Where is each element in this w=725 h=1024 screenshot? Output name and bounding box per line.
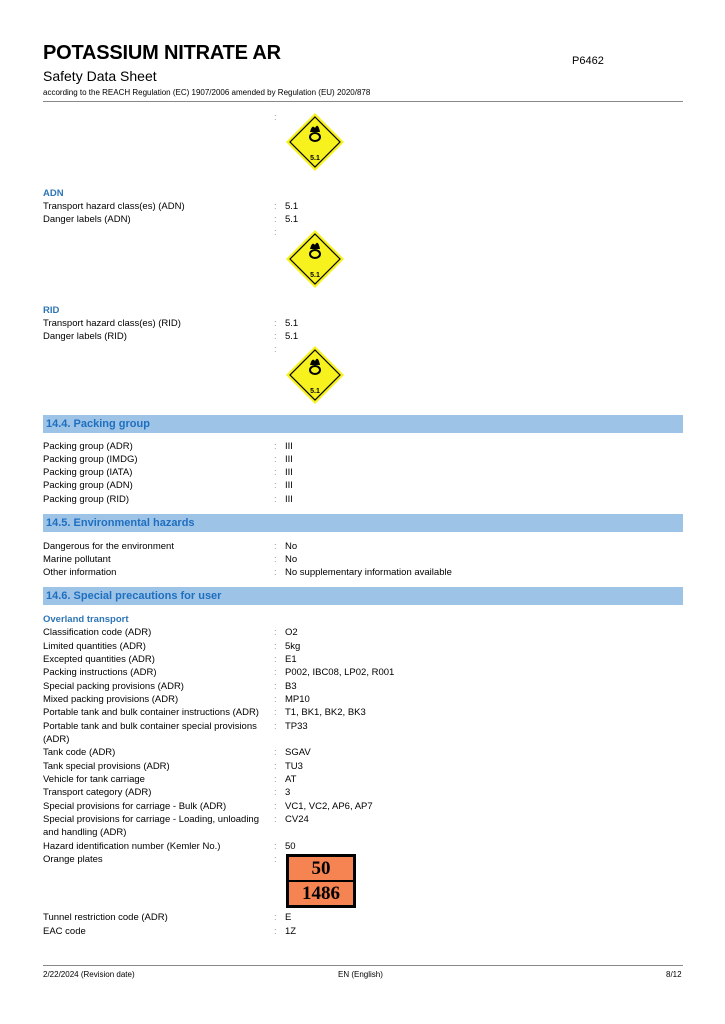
row-label: Vehicle for tank carriage — [43, 774, 145, 785]
row-value: 5.1 — [285, 214, 299, 225]
row-value: III — [285, 467, 293, 478]
oxidizer-hazard-label-icon — [285, 345, 345, 405]
colon: : — [274, 761, 277, 772]
row-value: III — [285, 454, 293, 465]
colon: : — [274, 567, 277, 578]
header-divider — [43, 101, 683, 102]
row-label: EAC code — [43, 926, 86, 937]
row-label: Danger labels (ADN) — [43, 214, 131, 225]
overland-transport-heading: Overland transport — [43, 614, 129, 625]
row-label: Mixed packing provisions (ADR) — [43, 694, 179, 705]
orange-plate-hazard-number: 50 — [289, 857, 353, 880]
section-heading: 14.6. Special precautions for user — [46, 590, 222, 602]
row-value: III — [285, 480, 293, 491]
section-band-environmental-hazards — [43, 514, 683, 532]
footer-divider — [43, 965, 683, 966]
row-label: Orange plates — [43, 854, 103, 865]
row-value: E — [285, 912, 292, 923]
revision-date: 2/22/2024 (Revision date) — [43, 970, 135, 979]
row-label: Transport hazard class(es) (ADN) — [43, 201, 185, 212]
row-value: No — [285, 554, 298, 565]
row-value: No — [285, 541, 298, 552]
colon: : — [274, 747, 277, 758]
row-value: VC1, VC2, AP6, AP7 — [285, 801, 373, 812]
row-value: P002, IBC08, LP02, R001 — [285, 667, 395, 678]
colon: : — [274, 707, 277, 718]
row-value: No supplementary information available — [285, 567, 452, 578]
regulation-note: according to the REACH Regulation (EC) 1907/2006 amended by Regulation (EU) 2020/878 — [43, 88, 371, 97]
row-value: O2 — [285, 627, 298, 638]
section-band-special-precautions — [43, 587, 683, 605]
row-value: E1 — [285, 654, 297, 665]
colon: : — [274, 694, 277, 705]
row-value: SGAV — [285, 747, 311, 758]
row-label: Marine pollutant — [43, 554, 111, 565]
row-value: 5.1 — [285, 331, 299, 342]
colon: : — [274, 681, 277, 692]
row-label: Limited quantities (ADR) — [43, 641, 146, 652]
row-label: Danger labels (RID) — [43, 331, 127, 342]
row-label: Tunnel restriction code (ADR) — [43, 912, 168, 923]
colon: : — [274, 494, 277, 505]
row-label: Packing group (ADR) — [43, 441, 133, 452]
row-label: Packing group (IATA) — [43, 467, 133, 478]
colon: : — [274, 454, 277, 465]
row-label: Classification code (ADR) — [43, 627, 152, 638]
row-label: Special provisions for carriage - Bulk (ADR) — [43, 801, 227, 812]
row-label: Special provisions for carriage - Loading, unloading and handling (ADR) — [43, 814, 259, 838]
colon: : — [274, 344, 277, 355]
document-title: POTASSIUM NITRATE AR — [43, 42, 281, 64]
row-value: 5kg — [285, 641, 301, 652]
row-value: AT — [285, 774, 297, 785]
row-label: Portable tank and bulk container special provisions (ADR) — [43, 721, 257, 745]
row-label: Transport hazard class(es) (RID) — [43, 318, 181, 329]
row-value: TP33 — [285, 721, 308, 732]
row-value: T1, BK1, BK2, BK3 — [285, 707, 366, 718]
row-label: Packing instructions (ADR) — [43, 667, 157, 678]
colon: : — [274, 912, 277, 923]
row-label: Special packing provisions (ADR) — [43, 681, 184, 692]
product-code: P6462 — [572, 55, 604, 67]
row-value: III — [285, 494, 293, 505]
colon: : — [274, 554, 277, 565]
colon: : — [274, 541, 277, 552]
row-label: Other information — [43, 567, 117, 578]
page-number: 8/12 — [666, 970, 682, 979]
colon: : — [274, 214, 277, 225]
label-number: 5.1 — [310, 155, 320, 162]
colon: : — [274, 667, 277, 678]
row-label: Packing group (RID) — [43, 494, 130, 505]
section-heading: 14.5. Environmental hazards — [46, 517, 195, 529]
colon: : — [274, 641, 277, 652]
colon: : — [274, 480, 277, 491]
row-value: CV24 — [285, 814, 309, 825]
row-value: MP10 — [285, 694, 310, 705]
row-value: III — [285, 441, 293, 452]
row-value: 50 — [285, 841, 296, 852]
colon: : — [274, 787, 277, 798]
colon: : — [274, 318, 277, 329]
row-value: B3 — [285, 681, 297, 692]
row-label: Packing group (IMDG) — [43, 454, 138, 465]
row-label: Packing group (ADN) — [43, 480, 133, 491]
section-band-packing-group — [43, 415, 683, 433]
colon: : — [274, 441, 277, 452]
adn-heading: ADN — [43, 188, 64, 199]
colon: : — [274, 467, 277, 478]
colon: : — [274, 926, 277, 937]
colon: : — [274, 201, 277, 212]
colon: : — [274, 331, 277, 342]
colon: : — [274, 841, 277, 852]
row-value: TU3 — [285, 761, 303, 772]
label-number: 5.1 — [310, 388, 320, 395]
colon: : — [274, 654, 277, 665]
row-label: Transport category (ADR) — [43, 787, 152, 798]
section-heading: 14.4. Packing group — [46, 418, 150, 430]
colon: : — [274, 227, 277, 238]
row-label: Excepted quantities (ADR) — [43, 654, 155, 665]
row-label: Dangerous for the environment — [43, 541, 174, 552]
colon: : — [274, 801, 277, 812]
row-label: Portable tank and bulk container instructions (ADR) — [43, 707, 259, 718]
document-subtitle: Safety Data Sheet — [43, 68, 157, 84]
colon: : — [274, 814, 277, 825]
label-number: 5.1 — [310, 272, 320, 279]
row-value: 3 — [285, 787, 291, 798]
colon: : — [274, 627, 277, 638]
orange-plate-un-number: 1486 — [289, 882, 353, 905]
orange-plate — [286, 854, 356, 908]
row-label: Tank code (ADR) — [43, 747, 116, 758]
rid-heading: RID — [43, 305, 60, 316]
colon: : — [274, 721, 277, 732]
row-label: Hazard identification number (Kemler No.) — [43, 841, 221, 852]
colon: : — [274, 112, 277, 123]
colon: : — [274, 854, 277, 865]
oxidizer-hazard-label-icon — [285, 229, 345, 289]
oxidizer-hazard-label-icon — [285, 112, 345, 172]
language: EN (English) — [338, 970, 383, 979]
row-value: 5.1 — [285, 201, 299, 212]
colon: : — [274, 774, 277, 785]
row-label: Tank special provisions (ADR) — [43, 761, 170, 772]
row-value: 1Z — [285, 926, 297, 937]
row-value: 5.1 — [285, 318, 299, 329]
